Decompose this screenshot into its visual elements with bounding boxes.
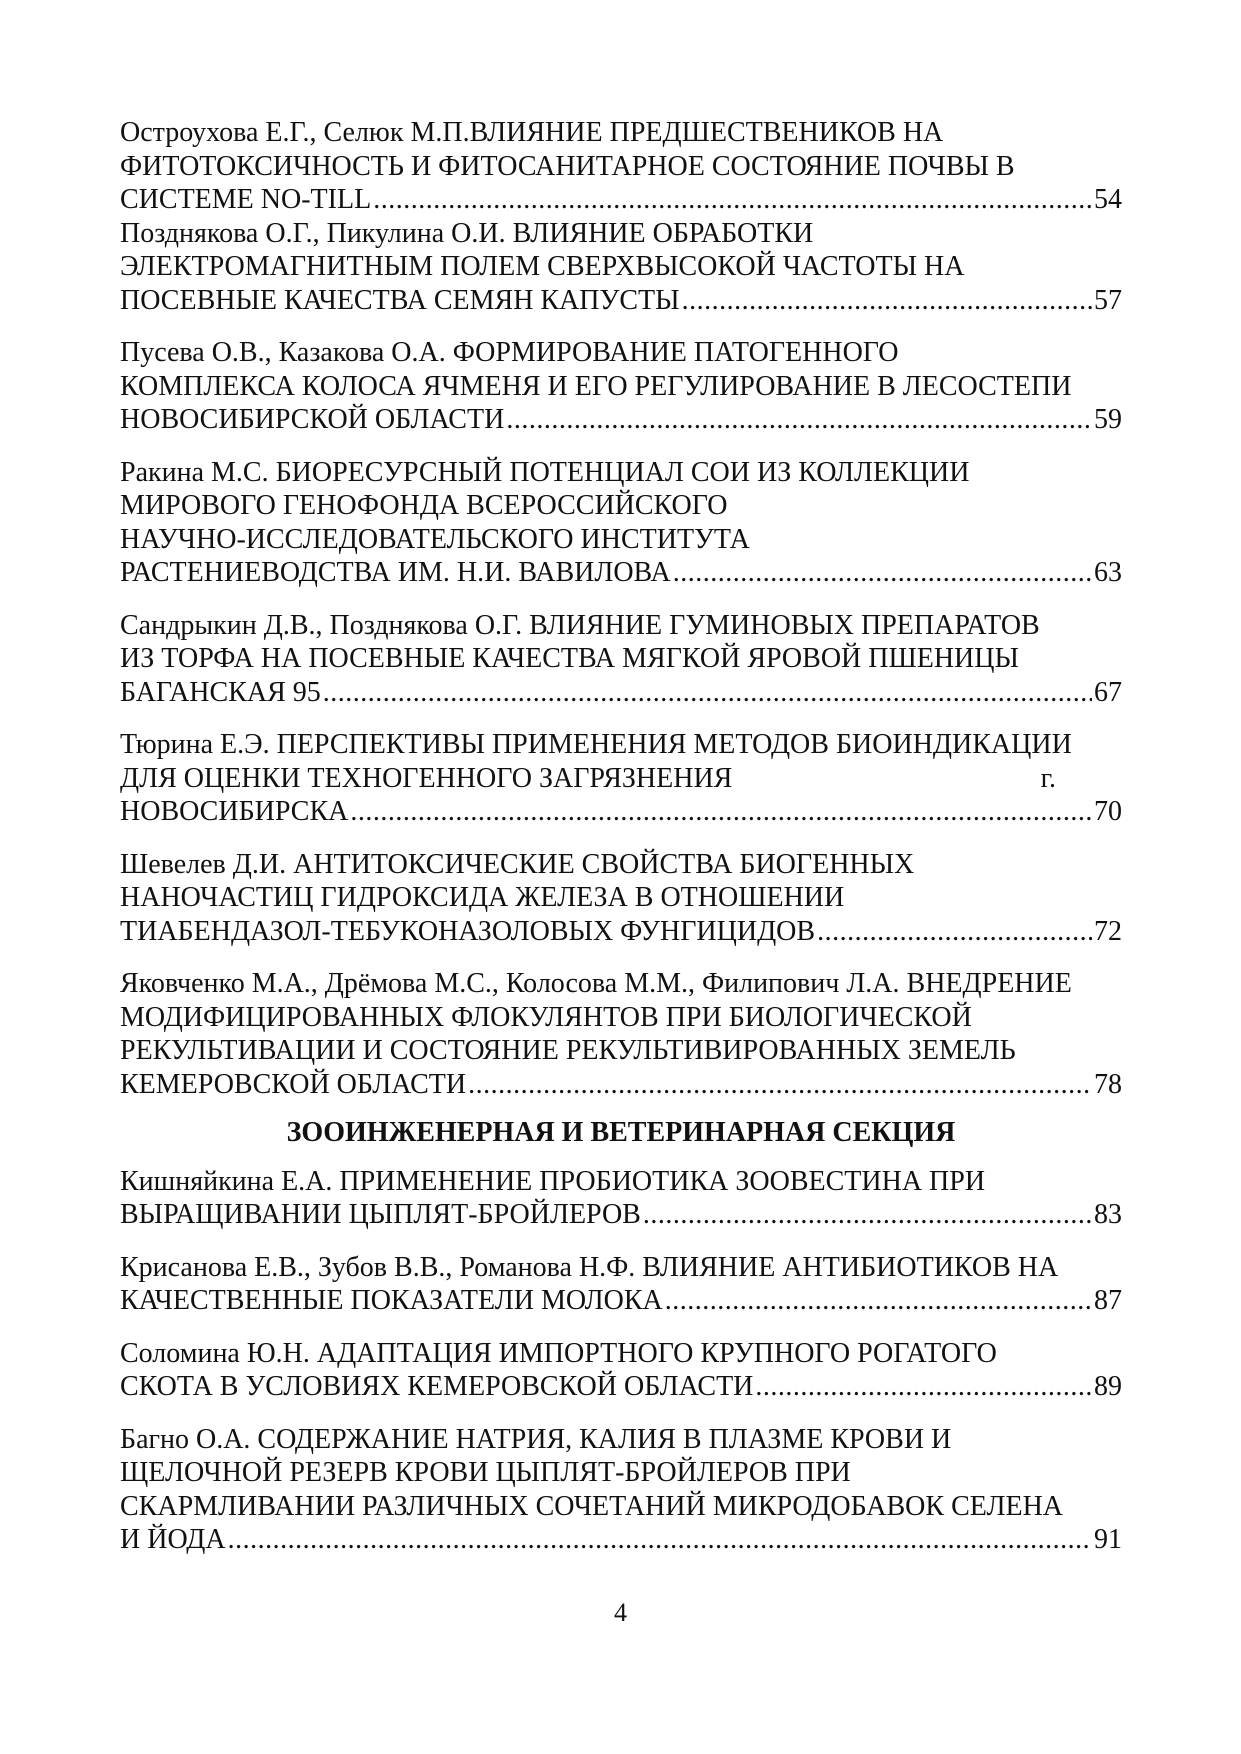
dot-leader: [673, 556, 1092, 590]
entry-line: КАЧЕСТВЕННЫЕ ПОКАЗАТЕЛИ МОЛОКА: [120, 1285, 663, 1316]
entry-line: Сандрыкин Д.В., Позднякова О.Г. ВЛИЯНИЕ ГУМИНОВЫХ ПРЕПАРАТОВ: [120, 609, 1040, 641]
toc-entry: [120, 116, 1122, 217]
dot-leader: [506, 403, 1092, 437]
page-number: 78: [1094, 1068, 1122, 1100]
dot-leader: [373, 183, 1092, 217]
toc-entry: [120, 848, 1122, 949]
page-number: 72: [1094, 915, 1122, 947]
entry-line: НАУЧНО-ИССЛЕДОВАТЕЛЬСКОГО ИНСТИТУТА: [120, 523, 750, 555]
toc-entry: [120, 728, 1122, 829]
dot-leader: [350, 795, 1092, 829]
entry-line: Пусева О.В., Казакова О.А. ФОРМИРОВАНИЕ ПАТОГЕННОГО: [120, 337, 899, 368]
entry-line: Соломина Ю.Н. АДАПТАЦИЯ ИМПОРТНОГО КРУПНОГО РОГАТОГО: [120, 1337, 997, 1369]
dot-leader: [755, 1370, 1092, 1404]
toc-entry: [120, 609, 1122, 710]
entry-last-line: [120, 915, 1122, 949]
entry-line: БАГАНСКАЯ 95: [120, 676, 321, 708]
toc-entry: [120, 336, 1122, 437]
entry-last-line: [120, 1068, 1122, 1102]
entry-last-line: [120, 403, 1122, 437]
toc-entry: [120, 1251, 1122, 1318]
page-number: 63: [1094, 557, 1122, 588]
entry-line: ЩЕЛОЧНОЙ РЕЗЕРВ КРОВИ ЦЫПЛЯТ-БРОЙЛЕРОВ ПРИ: [120, 1457, 851, 1488]
dot-leader: [643, 1198, 1092, 1232]
page-number: 83: [1094, 1199, 1122, 1230]
entry-line: СКАРМЛИВАНИИ РАЗЛИЧНЫХ СОЧЕТАНИЙ МИКРОДОБАВОК СЕЛЕНА: [120, 1490, 1064, 1522]
entry-line: НАНОЧАСТИЦ ГИДРОКСИДА ЖЕЛЕЗА В ОТНОШЕНИИ: [120, 882, 845, 913]
entry-last-line: [120, 183, 1122, 217]
entry-line: РАСТЕНИЕВОДСТВА ИМ. Н.И. ВАВИЛОВА: [120, 557, 671, 588]
entry-line: ИЗ ТОРФА НА ПОСЕВНЫЕ КАЧЕСТВА МЯГКОЙ ЯРОВОЙ ПШЕНИЦЫ: [120, 643, 1019, 674]
entry-last-line: [120, 795, 1122, 829]
entry-line: ДЛЯ ОЦЕНКИ ТЕХНОГЕННОГО ЗАГРЯЗНЕНИЯ: [120, 762, 733, 794]
entry-line: г.: [1040, 762, 1056, 794]
page-number: 67: [1094, 676, 1122, 708]
entry-line: КЕМЕРОВСКОЙ ОБЛАСТИ: [120, 1068, 467, 1100]
entry-line: ВЫРАЩИВАНИИ ЦЫПЛЯТ-БРОЙЛЕРОВ: [120, 1199, 641, 1230]
entry-line: ПОСЕВНЫЕ КАЧЕСТВА СЕМЯН КАПУСТЫ: [120, 284, 680, 316]
entry-line: Тюрина Е.Э. ПЕРСПЕКТИВЫ ПРИМЕНЕНИЯ МЕТОДОВ БИОИНДИКАЦИИ: [120, 729, 1072, 760]
dot-leader: [682, 284, 1092, 318]
toc-entry: [120, 1337, 1122, 1404]
section-heading: ЗООИНЖЕНЕРНАЯ И ВЕТЕРИНАРНАЯ СЕКЦИЯ: [286, 1117, 956, 1148]
entry-line: Яковченко М.А., Дрёмова М.С., Колосова М.М., Филипович Л.А. ВНЕДРЕНИЕ: [120, 968, 1072, 999]
entry-last-line: [120, 1523, 1122, 1557]
entry-last-line: [120, 1284, 1122, 1318]
entry-line: Шевелев Д.И. АНТИТОКСИЧЕСКИЕ СВОЙСТВА БИОГЕННЫХ: [120, 848, 915, 880]
dot-leader: [228, 1523, 1092, 1557]
entry-line: ТИАБЕНДАЗОЛ-ТЕБУКОНАЗОЛОВЫХ ФУНГИЦИДОВ: [120, 915, 816, 947]
entry-line: И ЙОДА: [120, 1524, 226, 1555]
dot-leader: [323, 676, 1092, 710]
entry-last-line: [120, 676, 1122, 710]
entry-line: Ракина М.С. БИОРЕСУРСНЫЙ ПОТЕНЦИАЛ СОИ ИЗ КОЛЛЕКЦИИ: [120, 456, 970, 488]
page-number: 91: [1094, 1524, 1122, 1555]
entry-line: ФИТОТОКСИЧНОСТЬ И ФИТОСАНИТАРНОЕ СОСТОЯНИЕ ПОЧВЫ В: [120, 150, 1015, 182]
entry-line: КОМПЛЕКСА КОЛОСА ЯЧМЕНЯ И ЕГО РЕГУЛИРОВАНИЕ В ЛЕСОСТЕПИ: [120, 370, 1072, 402]
entry-line: Кишняйкина Е.А. ПРИМЕНЕНИЕ ПРОБИОТИКА ЗООВЕСТИНА ПРИ: [120, 1165, 986, 1197]
entry-line: НОВОСИБИРСКОЙ ОБЛАСТИ: [120, 404, 505, 435]
dot-leader: [817, 915, 1092, 949]
entry-split-line: [120, 762, 1122, 796]
entry-last-line: [120, 284, 1122, 318]
entry-line: Крисанова Е.В., Зубов В.В., Романова Н.Ф. ВЛИЯНИЕ АНТИБИОТИКОВ НА: [120, 1251, 1059, 1283]
entry-line: Багно О.А. СОДЕРЖАНИЕ НАТРИЯ, КАЛИЯ В ПЛАЗМЕ КРОВИ И: [120, 1423, 952, 1455]
entry-line: МИРОВОГО ГЕНОФОНДА ВСЕРОССИЙСКОГО: [120, 490, 728, 521]
entry-line: Позднякова О.Г., Пикулина О.И. ВЛИЯНИЕ ОБРАБОТКИ: [120, 217, 814, 249]
entry-line: РЕКУЛЬТИВАЦИИ И СОСТОЯНИЕ РЕКУЛЬТИВИРОВАННЫХ ЗЕМЕЛЬ: [120, 1035, 1016, 1066]
dot-leader: [665, 1284, 1092, 1318]
page-number: 57: [1094, 284, 1122, 316]
page-number: 54: [1094, 184, 1122, 215]
page-number: 87: [1094, 1285, 1122, 1316]
toc-entry: [120, 1165, 1122, 1232]
toc-entry: [120, 456, 1122, 590]
entry-last-line: [120, 556, 1122, 590]
entry-line: СИСТЕМЕ NO-TILL: [120, 184, 372, 215]
entry-line: НОВОСИБИРСКА: [120, 796, 349, 827]
page-number: 89: [1094, 1371, 1122, 1402]
entry-line: ЭЛЕКТРОМАГНИТНЫМ ПОЛЕМ СВЕРХВЫСОКОЙ ЧАСТОТЫ НА: [120, 251, 965, 282]
page-folio: 4: [614, 1598, 627, 1627]
page-number: 59: [1094, 404, 1122, 435]
table-of-contents: [120, 116, 1122, 1576]
entry-last-line: [120, 1198, 1122, 1232]
toc-entry: [120, 967, 1122, 1101]
entry-line: СКОТА В УСЛОВИЯХ КЕМЕРОВСКОЙ ОБЛАСТИ: [120, 1371, 754, 1402]
toc-entry: [120, 217, 1122, 318]
toc-entry: [120, 1423, 1122, 1557]
dot-leader: [468, 1068, 1092, 1102]
entry-line: Остроухова Е.Г., Селюк М.П.ВЛИЯНИЕ ПРЕДШЕСТВЕНИКОВ НА: [120, 117, 944, 148]
page-number: 70: [1094, 796, 1122, 827]
entry-line: МОДИФИЦИРОВАННЫХ ФЛОКУЛЯНТОВ ПРИ БИОЛОГИЧЕСКОЙ: [120, 1001, 972, 1033]
entry-last-line: [120, 1370, 1122, 1404]
